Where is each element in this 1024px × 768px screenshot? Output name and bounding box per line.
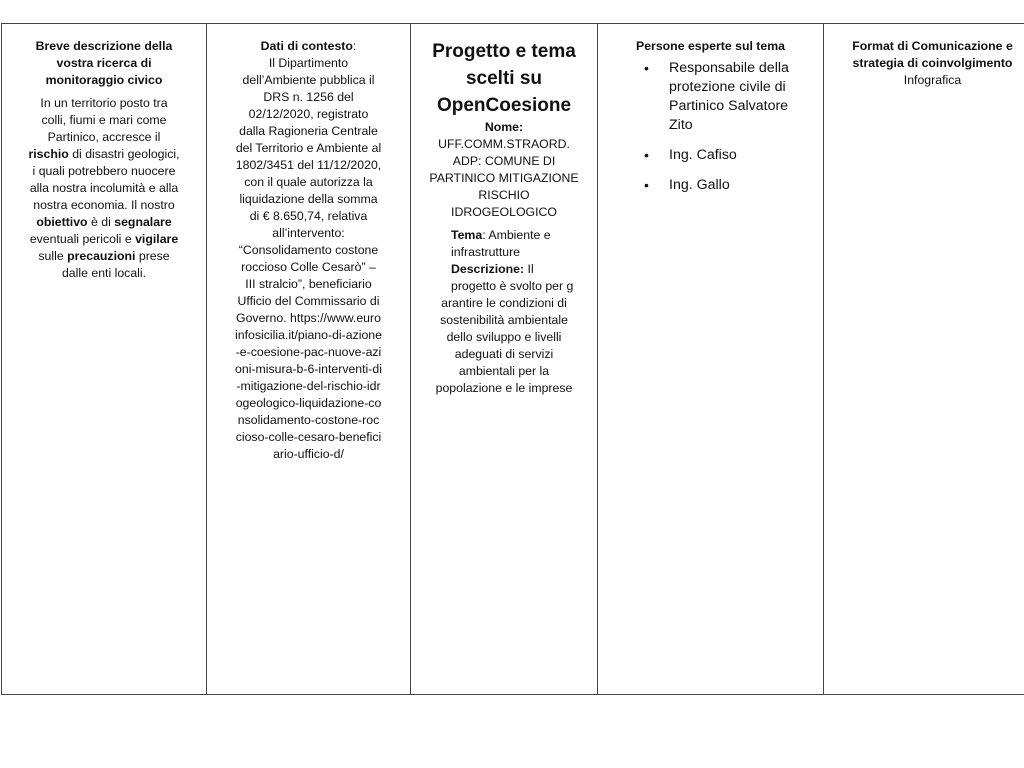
description-intro: Il progetto è svolto per g <box>451 262 574 293</box>
experts-cell <box>598 24 824 695</box>
format-header: Format di Comunicazione e strategia di coinvolgimento <box>852 39 1013 70</box>
project-tema <box>429 227 579 295</box>
emphasis-text: rischio <box>28 147 69 161</box>
description-text: di disastri geologici, i quali potrebbero nuocere alla nostra incolumità e alla nostra economia. Il nostro <box>29 147 180 212</box>
context-header-suffix: : <box>352 39 357 53</box>
context-link[interactable]: https://www.euroinfosicilia.it/piano-di-azione-e-coesione-pac-nuove-azioni-misura-b-6-interventi-di-mitigazione-del-rischio-idrogeologico-liquidazione-consolidamento-costone-roccioso-colle-cesaro-beneficiario-ufficio-d/ <box>235 311 382 461</box>
context-cell <box>207 24 411 695</box>
tema-value: : Ambiente e infrastrutture <box>451 228 551 259</box>
project-title: Progetto e tema scelti su OpenCoesione <box>432 41 576 116</box>
description-text: sulle <box>38 249 68 263</box>
project-cell <box>411 24 598 695</box>
emphasis-text: vigilare <box>135 232 179 246</box>
tema-label: Tema <box>451 228 483 242</box>
list-item <box>604 146 817 165</box>
bullet-icon: • <box>644 147 649 163</box>
monitoring-table <box>1 23 1024 695</box>
emphasis-text: obiettivo <box>36 215 88 229</box>
experts-list <box>604 59 817 195</box>
emphasis-text: segnalare <box>114 215 172 229</box>
bullet-icon: • <box>644 177 649 193</box>
expert-name: Ing. Cafiso <box>669 147 737 163</box>
research-cell <box>2 24 207 695</box>
format-value: Infografica <box>903 73 962 87</box>
project-name: UFF.COMM.STRAORD. ADP: COMUNE DI PARTINICO MITIGAZIONE RISCHIO IDROGEOLOGICO <box>429 137 579 219</box>
experts-header: Persone esperte sul tema <box>636 39 785 53</box>
description-text: In un territorio posto tra colli, fiumi e mari come Partinico, accresce il <box>40 96 168 144</box>
research-description <box>28 95 180 282</box>
description-text: è di <box>87 215 115 229</box>
list-item <box>604 59 817 135</box>
description-label: Descrizione: <box>451 262 525 276</box>
description-text: prese dalle enti locali. <box>61 249 170 280</box>
emphasis-text: precauzioni <box>67 249 136 263</box>
list-item <box>604 176 817 195</box>
research-header: Breve descrizione della vostra ricerca di monitoraggio civico <box>35 39 173 87</box>
format-cell <box>824 24 1024 695</box>
description-text: eventuali pericoli e <box>29 232 136 246</box>
context-text: Il Dipartimento dell’Ambiente pubblica il DRS n. 1256 del 02/12/2020, registrato dalla Ragioneria Centrale del Territorio e Ambiente al 1802/3451 del 11/12/2020, con il quale autorizza la liquidazione della somma di € 8.650,74, relativa all’intervento: “Consolidamento costone roccioso Colle Cesarò” – III stralcio”, beneficiario Ufficio del Commissario di Governo. <box>235 56 382 325</box>
expert-name: Responsabile della protezione civile di Partinico Salvatore Zito <box>669 60 789 133</box>
project-name-label: Nome: <box>484 120 524 134</box>
bullet-icon: • <box>644 60 649 76</box>
project-description: arantire le condizioni di sostenibilità ambientale dello sviluppo e livelli adeguati di servizi ambientali per la popolazione e le imprese <box>435 296 573 395</box>
context-header-label: Dati di contesto <box>260 39 353 53</box>
expert-name: Ing. Gallo <box>669 177 730 193</box>
table-row <box>2 24 1024 695</box>
context-header <box>235 38 382 55</box>
